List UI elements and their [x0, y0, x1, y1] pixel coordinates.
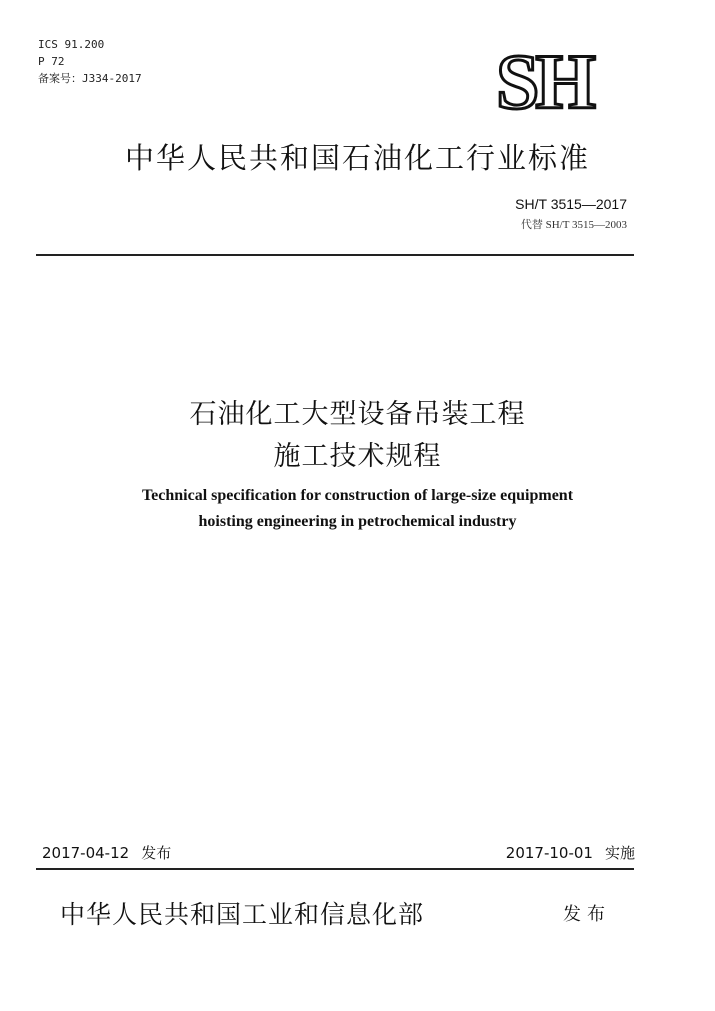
filing-number: 备案号：J334-2017 — [38, 72, 142, 85]
sh-logo-text: SH — [495, 46, 593, 116]
title-cn-line1: 石油化工大型设备吊装工程 — [189, 399, 526, 430]
title-cn-line2: 施工技术规程 — [273, 441, 442, 472]
effective-date: 2017-10-01 — [505, 844, 593, 862]
issue-date: 2017-04-12 — [42, 844, 130, 862]
effective-date-block — [506, 842, 635, 863]
ics-code: ICS 91.200 — [38, 38, 105, 51]
issue-label: 发布 — [141, 844, 172, 862]
classification-code: P 72 — [38, 55, 65, 68]
publisher-name: 中华人民共和国工业和信息化部 — [60, 900, 425, 929]
sh-logo — [469, 46, 619, 116]
effective-label: 实施 — [604, 844, 635, 862]
industry-standard-title: 中华人民共和国石油化工行业标准 — [124, 141, 590, 175]
header-divider — [36, 254, 634, 256]
issue-date-block — [42, 842, 171, 863]
publisher-action: 发布 — [563, 904, 611, 925]
footer-divider — [36, 868, 634, 870]
standard-code: SH/T 3515—2017 — [515, 196, 627, 212]
title-en-line2: hoisting engineering in petrochemical industry — [198, 513, 517, 530]
title-en-line1: Technical specification for construction of large-size equipment — [141, 487, 574, 504]
replaces-code: 代替 SH/T 3515—2003 — [520, 219, 627, 231]
